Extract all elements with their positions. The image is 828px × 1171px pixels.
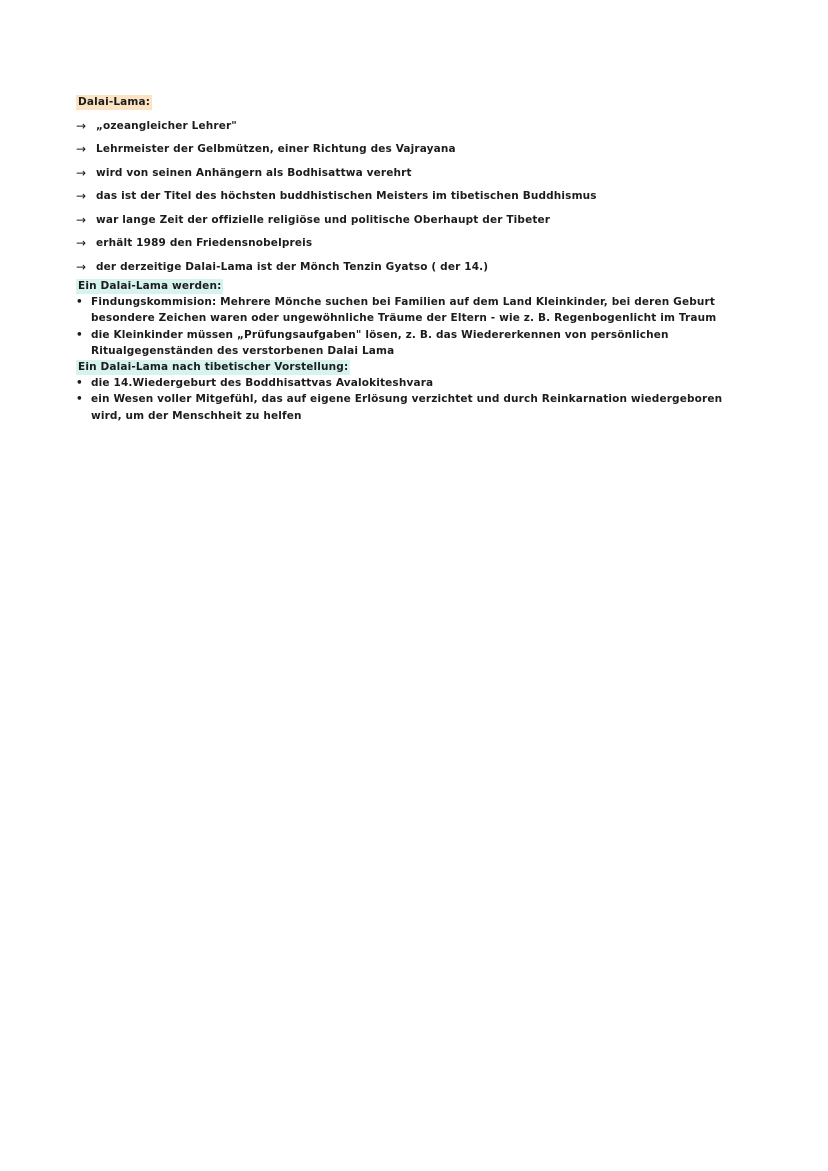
section-heading-dalai-lama: Dalai-Lama: xyxy=(78,96,151,108)
list-item-text: ein Wesen voller Mitgefühl, das auf eigene Erlösung verzichtet und durch Reinkarnation wiedergeboren wird, um der Menschheit zu helfen xyxy=(91,393,723,422)
arrow-right-icon: → xyxy=(76,236,87,251)
arrow-right-icon: → xyxy=(76,189,87,204)
arrow-list xyxy=(76,114,756,279)
list-item-text: wird von seinen Anhängern als Bodhisattwa verehrt xyxy=(96,166,412,179)
arrow-right-icon: → xyxy=(76,259,87,274)
list-item-text: das ist der Titel des höchsten buddhistischen Meisters im tibetischen Buddhismus xyxy=(96,190,597,203)
list-item xyxy=(76,391,756,424)
list-item xyxy=(76,232,756,256)
arrow-right-icon: → xyxy=(76,118,87,133)
list-item-text: die 14.Wiedergeburt des Boddhisattvas Avalokiteshvara xyxy=(91,376,434,389)
section-dalai-lama xyxy=(76,95,756,279)
list-item-text: Findungskommision: Mehrere Mönche suchen bei Familien auf dem Land Kleinkinder, bei deren Geburt besondere Zeichen waren oder ungewöhnliche Träume der Eltern - wie z. B. Regenbogenlicht im Traum xyxy=(91,295,717,324)
list-item xyxy=(76,161,756,185)
section-werden xyxy=(76,279,756,360)
list-item xyxy=(76,294,756,327)
bullet-icon: • xyxy=(76,393,83,405)
list-item xyxy=(76,138,756,162)
list-item xyxy=(76,255,756,279)
bullet-list xyxy=(76,294,756,360)
list-item-text: der derzeitige Dalai-Lama ist der Mönch Tenzin Gyatso ( der 14.) xyxy=(96,260,489,273)
list-item xyxy=(76,185,756,209)
list-item-text: erhält 1989 den Friedensnobelpreis xyxy=(96,237,313,250)
arrow-right-icon: → xyxy=(76,142,87,157)
arrow-right-icon: → xyxy=(76,165,87,180)
list-item xyxy=(76,327,756,360)
list-item xyxy=(76,208,756,232)
list-item-text: Lehrmeister der Gelbmützen, einer Richtung des Vajrayana xyxy=(96,143,456,156)
list-item-text: war lange Zeit der offizielle religiöse und politische Oberhaupt der Tibeter xyxy=(96,213,551,226)
bullet-icon: • xyxy=(76,328,83,341)
bullet-icon: • xyxy=(76,295,83,308)
list-item xyxy=(76,375,756,392)
bullet-list xyxy=(76,375,756,425)
list-item-text: die Kleinkinder müssen „Prüfungsaufgaben" lösen, z. B. das Wiedererkennen von persönlichen Ritualgegenständen des verstorbenen Dalai Lama xyxy=(91,328,669,357)
section-vorstellung xyxy=(76,360,756,425)
list-item-text: „ozeangleicher Lehrer" xyxy=(96,119,237,132)
section-heading-vorstellung: Ein Dalai-Lama nach tibetischer Vorstellung: xyxy=(78,360,349,373)
bullet-icon: • xyxy=(76,376,83,389)
list-item xyxy=(76,114,756,138)
arrow-right-icon: → xyxy=(76,212,87,227)
section-heading-werden: Ein Dalai-Lama werden: xyxy=(78,279,222,292)
note-content xyxy=(76,95,756,424)
